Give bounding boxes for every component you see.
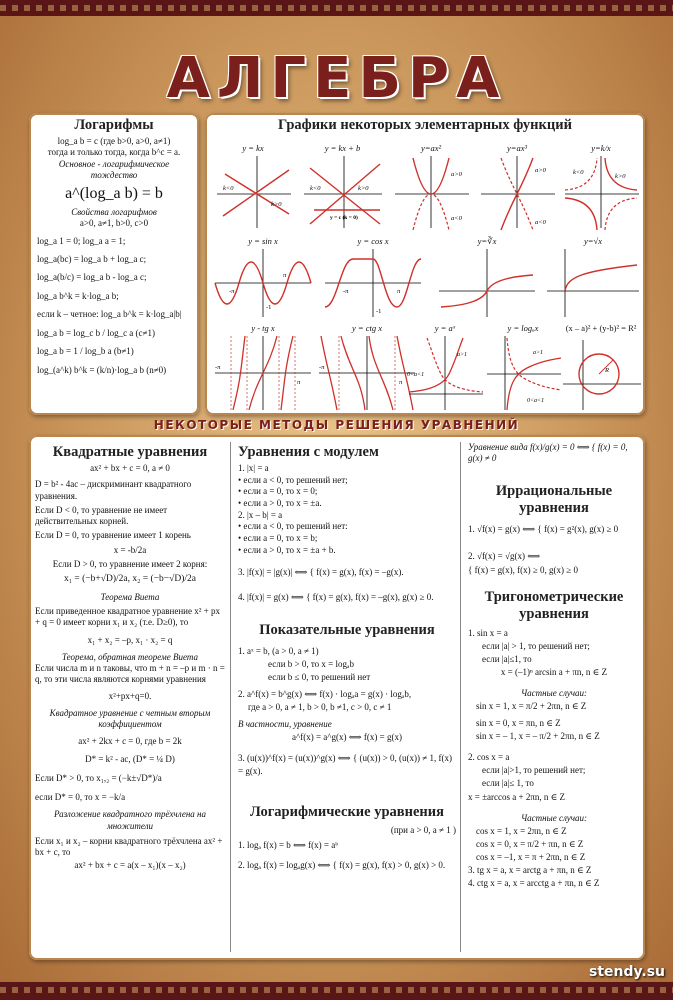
trig-line: cos x = 1, x = 2πn, n ∈ Z: [476, 825, 567, 836]
site-watermark: stendy.su: [589, 964, 665, 980]
graph-sqrt: [543, 236, 643, 321]
trig-line: sin x = 0, x = πn, n ∈ Z: [476, 718, 561, 729]
trig-line: 2. cos x = a: [468, 752, 510, 763]
quad-roots: x₁ = (−b+√D)/2a, x₂ = (−b−√D)/2a: [63, 574, 197, 584]
pokaz-line: 1. aˣ = b, (a > 0, a ≠ 1): [238, 645, 319, 656]
graph-cosine: [323, 236, 423, 321]
quad-line: если D* = 0, то x = −k/a: [35, 792, 126, 803]
pokaz-title: Показательные уравнения: [259, 621, 435, 638]
modul-line: • если a < 0, то решений нет;: [238, 474, 348, 485]
top-ornament-border: [0, 0, 673, 16]
modul-line: • если a = 0, то x = b;: [238, 533, 318, 544]
graph-linear-offset: [300, 143, 385, 233]
trig-line: если |a| > 1, то решений нет;: [482, 641, 590, 652]
modul-line: • если a < 0, то решений нет:: [238, 521, 348, 532]
quad-line: x²+px+q=0.: [108, 690, 152, 701]
log-line: тождество: [90, 169, 138, 180]
graph-note: 0<a<1: [527, 398, 545, 404]
graph-note: a<0: [535, 219, 546, 226]
middle-column: [238, 440, 456, 872]
graph-note: a>0: [451, 171, 462, 178]
quad-line: D* = k² - ac, (D* = ¼ D): [85, 753, 175, 764]
quad-line: Если x₁ и x₂ – корни квадратного трёхчлена ax² + bx + c, то: [35, 835, 223, 858]
graph-note: a>1: [457, 352, 468, 358]
graph-note: a>0: [535, 167, 546, 174]
graph-note: R: [605, 367, 609, 374]
trig-line: если |a|≤1, то: [482, 654, 532, 665]
right-column: [468, 440, 640, 890]
log-property: если k – четное: log_a b^k = k·log_a|b|: [37, 309, 182, 320]
graph-note: -π: [215, 364, 221, 371]
graph-label: y=ax³: [506, 143, 528, 153]
log-line: Свойства логарифмов: [71, 207, 157, 217]
logeq-line: 2. logₐ f(x) = logₐg(x) ⟺ { f(x) = g(x), f(x) > 0, g(x) > 0.: [238, 860, 446, 871]
quad-line: Теорема, обратная теореме Виета: [62, 651, 198, 662]
quad-line: Разложение квадратного трёхчлена на множители: [53, 809, 207, 831]
quad-line: x = -b/2a: [113, 544, 147, 555]
quad-column: [35, 440, 225, 872]
graph-note: k<0: [573, 169, 584, 176]
graph-note: k<0: [223, 185, 234, 192]
modul-line: 3. |f(x)| = |g(x)| ⟺ { f(x) = g(x), f(x) = –g(x).: [238, 566, 404, 577]
modul-line: • если a = 0, то x = 0;: [238, 486, 318, 497]
graph-label: y = ctg x: [351, 323, 383, 333]
graph-note: a<0: [451, 215, 462, 222]
trig-line: sin x = – 1, x = – π/2 + 2πn, n ∈ Z: [476, 731, 600, 742]
graph-linear: [213, 143, 293, 233]
graph-label: y = logₐx: [507, 323, 539, 333]
log-title: Логарифмы: [74, 117, 154, 133]
logeq-line: (при a > 0, a ≠ 1 ): [390, 825, 456, 836]
quad-line: D = b² - 4ac – дискриминант квадратного уравнения.: [35, 479, 192, 501]
quad-line: ax² + bx + c = a(x – x₁)(x – x₂): [74, 860, 186, 871]
modul-line: 1. |x| = a: [238, 463, 269, 473]
graph-circle: [557, 323, 645, 413]
log-line: тогда и только тогда, когда b^c = a.: [47, 147, 181, 158]
pokaz-line: где a > 0, a ≠ 1, b > 0, b ≠1, c > 0, c ≠ 1: [248, 702, 392, 713]
graph-note: k>0: [358, 185, 369, 192]
pokaz-line: если b ≤ 0, то решений нет: [268, 671, 371, 682]
graph-note: y = c (k = 0): [330, 215, 358, 221]
trig-line: x = ±arccos a + 2πn, n ∈ Z: [468, 791, 566, 802]
graph-note: π: [397, 288, 401, 295]
log-property: log_a b^k = k·log_a b;: [37, 290, 119, 301]
poster-title: АЛГЕБРА: [166, 46, 507, 111]
graph-note: k>0: [615, 173, 626, 180]
pokaz-line: 3. (u(x))^f(x) = (u(x))^g(x) ⟺ { (u(x)) > 0, (u(x)) ≠ 1, f(x) = g(x).: [238, 753, 452, 777]
section-banner: НЕКОТОРЫЕ МЕТОДЫ РЕШЕНИЯ УРАВНЕНИЙ: [153, 418, 520, 432]
bottom-ornament-border: [0, 982, 673, 1000]
graph-label: (x – a)² + (y-b)² = R²: [565, 323, 637, 333]
logeq-title: Логарифмические уравнения: [250, 804, 444, 821]
column-divider: [460, 442, 461, 952]
log-property: log_a 1 = 0; log_a a = 1;: [37, 235, 126, 246]
quad-line: Если D = 0, то уравнение имеет 1 корень: [35, 530, 191, 541]
quad-line: Теорема Виета: [100, 591, 160, 602]
trig-line: cos x = –1, x = π + 2πn, n ∈ Z: [476, 851, 586, 862]
quad-line: ax² + 2kx + c = 0, где b = 2k: [78, 736, 182, 747]
trig-line: 1. sin x = a: [468, 628, 508, 638]
pokaz-line: В частности, уравнение: [238, 719, 332, 730]
trig-line: если |a|>1, то решений нет;: [482, 765, 586, 776]
trig-line: sin x = 1, x = π/2 + 2πn, n ∈ Z: [476, 701, 587, 712]
graph-logarithm: [483, 323, 563, 413]
log-property: log_a(bc) = log_a b + log_a c;: [37, 253, 147, 264]
log-property: log_(a^k) b^k = (k/n)·log_a b (n≠0): [37, 364, 167, 375]
trig-line: если |a|≤ 1, то: [482, 778, 534, 789]
quad-line: x₁ + x₂ = –p, x₁ · x₂ = q: [87, 634, 173, 645]
quad-line: Квадратное уравнение с четным вторым коэффициентом: [49, 707, 211, 730]
graphs-title: Графики некоторых элементарных функций: [278, 117, 572, 133]
graph-note: π: [399, 379, 403, 386]
graph-note: π: [283, 272, 287, 279]
log-panel: [29, 113, 199, 415]
graph-label: y = sin x: [248, 236, 278, 246]
logeq-line: 1. logₐ f(x) = b ⟺ f(x) = aᵇ: [238, 839, 339, 850]
pokaz-line: если b > 0, то x = logₐb: [268, 658, 354, 669]
trig-line: cos x = 0, x = π/2 + πn, n ∈ Z: [476, 838, 584, 849]
fraction-equation: Уравнение вида f(x)/g(x) = 0 ⟺ { f(x) = 0, g(x) ≠ 0: [468, 442, 628, 464]
graph-note: π: [297, 379, 301, 386]
graph-label: y - tg x: [251, 323, 275, 333]
graphs-panel: [205, 113, 645, 415]
graph-note: k>0: [271, 201, 282, 208]
quad-line: ax² + bx + c = 0, a ≠ 0: [90, 463, 170, 473]
quad-line: Если приведенное квадратное уравнение x² + px + q = 0 имеет корни x₁ и x₂ (т.е. D≥0), то: [35, 606, 220, 628]
graph-cubic: [477, 143, 557, 233]
modul-title: Уравнения с модулем: [238, 444, 379, 460]
graph-label: y = kx + b: [324, 143, 361, 153]
graph-note: 0<a<1: [407, 372, 425, 378]
quad-line: Если D < 0, то уравнение не имеет действительных корней.: [35, 504, 168, 526]
graph-note: k<0: [310, 185, 321, 192]
graph-label: y=√x: [584, 236, 602, 246]
quad-title: Квадратные уравнения: [52, 444, 208, 460]
graph-note: -1: [266, 304, 272, 311]
graph-label: y=k/x: [591, 143, 611, 153]
irr-title: Иррациональные уравнения: [495, 482, 613, 516]
log-property: log_a b = log_c b / log_c a (c≠1): [37, 327, 155, 338]
graph-label: y = kx: [242, 143, 264, 153]
quad-line: Если числа m и n таковы, что m + n = –p и m · n = q, то эти числа являются корнями уравнения: [35, 663, 225, 685]
log-line: a>0, a≠1, b>0, c>0: [79, 218, 149, 229]
graph-hyperbola: [561, 143, 641, 233]
graph-note: -π: [319, 364, 325, 371]
pokaz-line: 2. a^f(x) = b^g(x) ⟺ f(x) · logₐa = g(x) · logₐb,: [238, 689, 412, 700]
graph-label: y = cos x: [357, 236, 389, 246]
modul-line: • если a > 0, то x = ±a + b.: [238, 544, 336, 555]
irr-line: { f(x) = g(x), f(x) ≥ 0, g(x) ≥ 0: [468, 564, 578, 575]
pokaz-line: a^f(x) = a^g(x) ⟺ f(x) = g(x): [292, 732, 402, 743]
log-identity: a^(log_a b) = b: [65, 185, 163, 202]
quad-line: Если D > 0, то уравнение имеет 2 корня:: [52, 558, 208, 569]
graph-note: -1: [376, 308, 382, 315]
log-property: log_a(b/c) = log_a b - log_a c;: [37, 272, 147, 283]
irr-line: 2. √f(x) = √g(x) ⟺: [468, 551, 541, 561]
graph-cbrt: [437, 236, 537, 321]
log-property: log_a b = 1 / log_b a (b≠1): [37, 346, 134, 357]
graph-label: y = aˣ: [434, 323, 456, 333]
trig-line: Частные случаи:: [520, 688, 588, 699]
modul-line: 2. |x – b| = a: [238, 509, 283, 520]
graph-note: -π: [229, 288, 235, 295]
trig-line: 3. tg x = a, x = arctg a + πn, n ∈ Z: [468, 864, 592, 875]
modul-line: • если a > 0, то x = ±a.: [238, 498, 322, 509]
graph-sine: [213, 236, 313, 321]
log-line: Основное - логарифмическое: [58, 158, 170, 169]
graph-label: y=ax²: [420, 143, 442, 153]
graph-exponential: [405, 323, 485, 413]
modul-line: 4. |f(x)| = g(x) ⟺ { f(x) = g(x), f(x) = –g(x), g(x) ≥ 0.: [238, 592, 434, 603]
graph-tangent: [213, 323, 313, 413]
log-line: log_a b = c (где b>0, a>0, a≠1): [57, 136, 171, 146]
irr-line: 1. √f(x) = g(x) ⟺ { f(x) = g²(x), g(x) ≥ 0: [468, 523, 619, 534]
trig-title: Тригонометрические уравнения: [484, 589, 624, 622]
graph-note: a>1: [533, 350, 544, 356]
graph-cotangent: [317, 323, 417, 413]
quad-line: Если D* > 0, то x₁,₂ = (−k±√D*)/a: [35, 772, 162, 783]
trig-line: x = (–1)ⁿ arcsin a + πn, n ∈ Z: [500, 667, 608, 678]
trig-line: 4. ctg x = a, x = arcctg a + πn, n ∈ Z: [468, 877, 600, 888]
graph-note: -π: [343, 288, 349, 295]
graph-label: y=∛x: [477, 236, 497, 246]
trig-line: Частные случаи:: [520, 812, 588, 823]
column-divider: [230, 442, 231, 952]
graph-quadratic: [391, 143, 471, 233]
